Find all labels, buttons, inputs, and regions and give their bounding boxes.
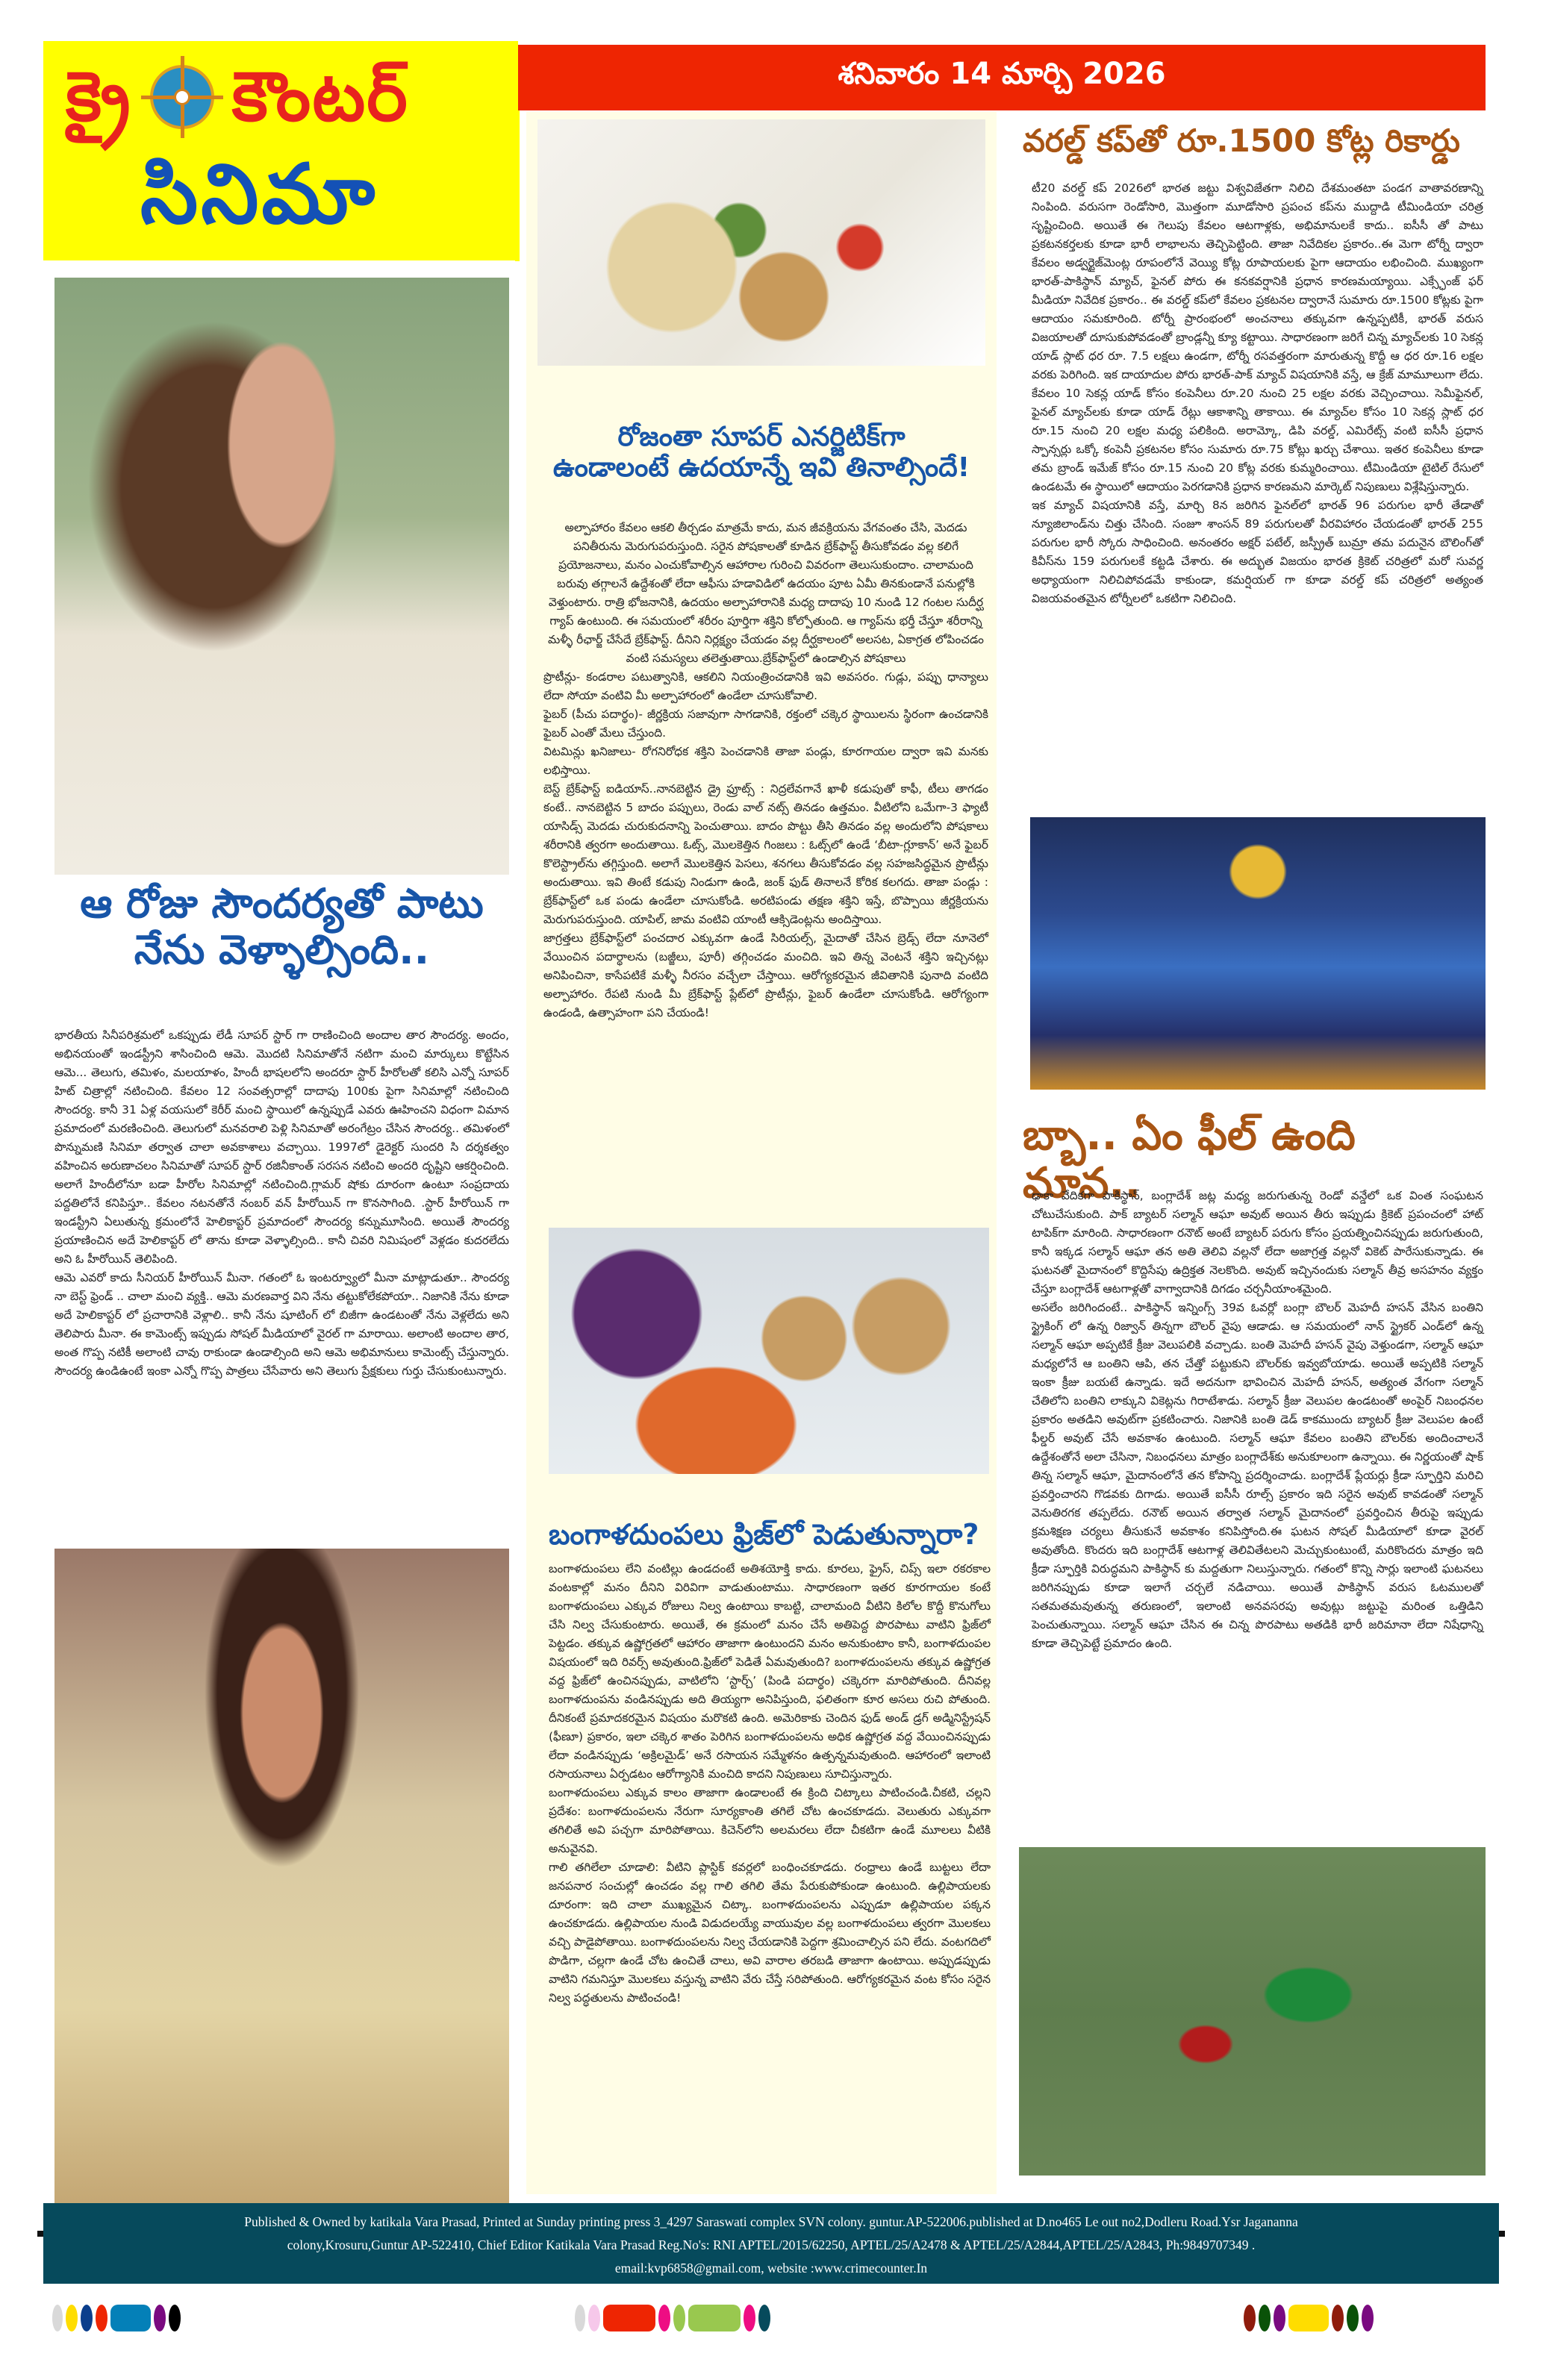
registration-mark [1362,2305,1374,2331]
registration-mark [744,2305,755,2331]
registration-mark [52,2305,63,2331]
headline-line: నేను వెళ్ళాల్సింది.. [134,926,430,974]
paragraph: బెస్ట్ బ్రేక్‌ఫాస్ట్ ఐడియాస్..నానబెట్టిన డ్రై ఫ్రూట్స్ : నిద్రలేవగానే ఖాళీ కడుపుతో కాఫీ, టీలు తాగడం కంటే.. నానబెట్టిన 5 బాదం పప్పులు, రెండు వాల్ నట్స్ తినడం ఉత్తమం. వీటిలోని ఒమేగా-3 ఫ్యాటీ యాసిడ్స్ మెదడు చురుకుదనాన్ని పెంచుతాయి. బాదం పొట్టు తీసి తినడం వల్ల అందులోని పోషకాలు శరీరానికి త్వరగా అందుతాయి. ఓట్స్, మొలకెత్తిన గింజలు : ఓట్స్‌లో ఉండే ‘బీటా-గ్లూకాన్’ అనే ఫైబర్ కొలెస్ట్రాల్‌ను తగ్గిస్తుంది. అలాగే మొలకెత్తిన పెసలు, శనగలు తీసుకోవడం వల్ల సహజసిద్ధమైన ప్రొటీన్లు అందుతాయి. ఇవి తింటే కడుపు నిండుగా ఉండి, జంక్ ఫుడ్ తినాలనే కోరిక కలగదు. తాజా పండ్లు : బ్రేక్‌ఫాస్ట్‌లో ఒక పండు ఉండేలా చూసుకోండి. అరటిపండు తక్షణ శక్తిని ఇస్తే, బొప్పాయి జీర్ణక్రియను మెరుగుపరుస్తుంది. యాపిల్, జామ వంటివి యాంటీ ఆక్సిడెంట్లను అందిస్తాయి. [543,782,988,926]
breakfast-bowl-photo [537,119,985,366]
meena-photo [54,1549,509,2205]
registration-mark [66,2305,78,2331]
date-banner: శనివారం 14 మార్చి 2026 [518,45,1486,110]
potato-headline: బంగాళదుంపలు ఫ్రిజ్‌లో పెడుతున్నారా? [549,1518,979,1551]
logo-word-right: కౌంటర్ [231,57,409,137]
headline-line: రోజంతా సూపర్ ఎనర్జిటిక్‌గా [617,422,905,452]
registration-mark [1259,2305,1271,2331]
world-cup-celebration-photo [1030,817,1486,1090]
registration-mark [1274,2305,1285,2331]
bangladesh-article-body [1032,1187,1483,1653]
registration-mark [575,2305,585,2331]
paragraph: బంగాళదుంపలు ఎక్కువ కాలం తాజాగా ఉండాలంటే ఈ క్రింది చిట్కాలు పాటించండి.చీకటి, చల్లని ప్రదేశం: బంగాళదుంపలను నేరుగా సూర్యకాంతి తగిలే చోట ఉంచకూడదు. వెలుతురు ఎక్కువగా తగిలితే అవి పచ్చగా మారిపోతాయి. కిచెన్‌లోని అలమరలు లేదా చీకటిగా ఉండే మూలలు వీటికి అనువైనవి. [549,1786,991,1855]
paragraph: ఢాకా వేదికగా పాకిస్థాన్, బంగ్లాదేశ్ జట్ల మధ్య జరుగుతున్న రెండో వన్డేలో ఒక వింత సంఘటన చోటుచేసుకుంది. పాక్ బ్యాటర్ సల్మాన్ ఆఘా అవుట్ అయిన తీరు ఇప్పుడు క్రికెట్ ప్రపంచంలో హాట్ టాపిక్‌గా మారింది. సాధారణంగా రనౌట్ అంటే బ్యాటర్ పరుగు కోసం ప్రయత్నించినప్పుడు జరుగుతుంది, కానీ ఇక్కడ సల్మాన్ ఆఘా తన అతి తెలివి వల్లనో లేదా అజాగ్రత్త వల్లనో వికెట్ పారేసుకున్నాడు. ఈ ఘటనతో మైదానంలో కొద్దిసేపు ఉద్రిక్తత నెలకొంది. అవుట్ ఇచ్చినందుకు సల్మాన్ తీవ్ర అసహనం వ్యక్తం చేస్తూ బంగ్లాదేశ్ ఆటగాళ్లతో వాగ్వాదానికి దిగడం చర్చనీయాంశమైంది. [1032,1189,1483,1296]
worldcup-headline: వరల్డ్ కప్‌తో రూ.1500 కోట్ల రికార్డు [1023,122,1460,159]
registration-mark [1347,2305,1359,2331]
paragraph: గాలి తగిలేలా చూడాలి: వీటిని ప్లాస్టిక్ కవర్లలో బంధించకూడదు. రంధ్రాలు ఉండే బుట్టలు లేదా జనపనార సంచుల్లో ఉంచడం వల్ల గాలి తగిలి తేమ పేరుకుపోకుండా ఉంటుంది. ఉల్లిపాయలకు దూరంగా: ఇది చాలా ముఖ్యమైన చిట్కా. బంగాళదుంపలను ఎప్పుడూ ఉల్లిపాయల పక్కన ఉంచకూడదు. ఉల్లిపాయల నుండి విడుదలయ్యే వాయువుల వల్ల బంగాళదుంపలు త్వరగా మొలకలు వచ్చి పాడైపోతాయి. బంగాళదుంపలను నిల్వ చేయడానికి పెద్దగా శ్రమించాల్సిన పని లేదు. వంటగదిలో పొడిగా, చల్లగా ఉండే చోట ఉంచితే చాలు, అవి వారాల తరబడి తాజాగా ఉంటాయి. అప్పుడప్పుడు వాటిని గమనిస్తూ మొలకలు వస్తున్న వాటిని వేరు చేస్తే సరిపోతుంది. ఆరోగ్యకరమైన వంట కోసం సరైన నిల్వ పద్ధతులను పాటించండి! [549,1861,991,2005]
soundarya-headline [54,881,509,973]
paragraph: భారతీయ సినీపరిశ్రమలో ఒకప్పుడు లేడీ సూపర్ స్టార్ గా రాణించింది అందాల తార సౌందర్య. అందం, అభినయంతో ఇండస్ట్రీని శాసించింది ఆమె. మొదటి సినిమాతోనే నటిగా మంచి మార్కులు కొట్టేసిన ఆమె... తెలుగు, తమిళం, మలయాళం, హిందీ భాషలలోని అందరూ స్టార్ హీరోలతో కలిసి ఎన్నో సూపర్ హిట్ చిత్రాల్లో నటించింది. కేవలం 12 సంవత్సరాల్లో దాదాపు 100కు పైగా సినిమాల్లో నటించింది సౌందర్య. కానీ 31 ఏళ్ల వయసులో కెరీర్ మంచి స్థాయిలో ఉన్నప్పుడే ఎవరు ఊహించని విధంగా విమాన ప్రమాదంలో మరణించింది. తెలుగులో మనవరాలి పెళ్లి సినిమాతో అరంగేట్రం చేసిన సౌందర్య.. తమిళంలో పొన్నుమణి సినిమా తర్వాత చాలా అవకాశాలు వచ్చాయి. 1997లో డైరెక్టర్ సుందరి సి దర్శకత్వం వహించిన అరుణాచలం సినిమాతో సూపర్ స్టార్ రజినీకాంత్ సరసన నటించి అందరి దృష్టిని ఆకర్షించింది. అలాగే హిందీలోనూ బడా హీరోల సినిమాల్లో నటించింది.గ్లామర్ షోకు దూరంగా ఉంటూ సంప్రదాయ పద్దతిలోనే కనిపిస్తూ.. కేవలం నటనతోనే నంబర్ వన్ హీరోయిన్ గా కొనసాగింది. .స్టార్ హీరోయిన్ గా ఇండస్ట్రీని ఏలుతున్న క్రమంలోనే హెలికాప్టర్ ప్రమాదంలో సౌందర్య కన్నుమూసింది. అయితే సౌందర్య ప్రయాణించిన అదే హెలికాప్టర్ లో తాను కూడా వెళ్ళాల్సింది.. కానీ చివరి నిమిషంలో వెళ్లడం కుదరలేదు అని ఓ హీరోయిన్ తెలిపింది. [54,1028,509,1266]
registration-mark [81,2305,93,2331]
breakfast-headline [537,422,985,484]
logo-word-left: క్రై [66,57,132,137]
registration-mark [1288,2305,1329,2331]
registration-mark [110,2305,151,2331]
logo-wordmark [66,52,409,142]
registration-mark [1332,2305,1344,2331]
headline-line: ఆ రోజు సౌందర్యతో పాటు [80,880,484,927]
registration-mark [169,2305,181,2331]
masthead-logo [43,41,518,260]
section-title: సినిమా [140,146,378,242]
paragraph: ఆమె ఎవరో కాదు సీనియర్ హీరోయిన్ మీనా. గతంలో ఓ ఇంటర్వ్యూలో మీనా మాట్లాడుతూ.. సౌందర్య నా బెస్ట్ ఫ్రెండ్ .. చాలా మంచి వ్యక్తి.. ఆమె మరణవార్త విని నేను తట్టుకోలేకపోయా.. నిజానికి నేను కూడా అదే హెలికాప్టర్ లో ప్రచారానికి వెళ్లాలి.. కానీ నేను షూటింగ్ లో బిజీగా ఉండటంతో నేను వెళ్లలేదు అని తెలిపారు మీనా. ఈ కామెంట్స్ ఇప్పుడు సోషల్ మీడియాలో వైరల్ గా మారాయి. అలాంటి అందాల తార, అంత గొప్ప నటికీ అలాంటి చావు రాకుండా ఉండాల్సింది అని ఆమె అభిమానులు కామెంట్స్ చేస్తున్నారు. సౌందర్య ఉండిఉంటే ఇంకా ఎన్నో గొప్ప పాత్రలు చేసేవారు అని తెలుగు ప్రేక్షకులు గుర్తు చేసుకుంటున్నారు. [54,1271,509,1378]
registration-mark [588,2305,600,2331]
paragraph: విటమిన్లు ఖనిజాలు- రోగనిరోధక శక్తిని పెంచడానికి తాజా పండ్లు, కూరగాయల ద్వారా ఇవి మనకు లభిస్తాయి. [543,745,988,777]
cricket-runout-photo [1019,1847,1486,2176]
soundarya-article-body [54,1026,509,1381]
breakfast-article-body [543,519,988,1022]
headline-line: ఉండాలంటే ఉదయాన్నే ఇవి తినాల్సిందే! [552,452,970,484]
bangladesh-headline: బ్బా.. ఏం ఫీల్ ఉంది మావ.. [1023,1111,1356,1208]
paragraph: బంగాళదుంపలు లేని వంటిల్లు ఉండదంటే అతిశయోక్తి కాదు. కూరలు, ఫ్రైస్, చిప్స్ ఇలా రకరకాల వంటకాల్లో మనం దీనిని విరివిగా వాడుతుంటాము. సాధారణంగా ఇతర కూరగాయల కంటే బంగాళదుంపలు ఎక్కువ రోజులు నిల్వ ఉంటాయి కాబట్టి, చాలామంది వీటిని కిలోల కొద్దీ కొనుగోలు చేసి నిల్వ చేసుకుంటారు. అయితే, ఈ క్రమంలో మనం చేసే అతిపెద్ద పొరపాటు వాటిని ఫ్రిజ్‌లో పెట్టడం. తక్కువ ఉష్ణోగ్రతలో ఆహారం తాజాగా ఉంటుందని మనం అనుకుంటాం కానీ, బంగాళదుంపల విషయంలో ఇది రివర్స్ అవుతుంది.ఫ్రిజ్‌లో పెడితే ఏమవుతుంది? బంగాళదుంపలను తక్కువ ఉష్ణోగ్రత వద్ద ఫ్రిజ్‌లో ఉంచినప్పుడు, వాటిలోని ‘స్టార్చ్’ (పిండి పదార్థం) చక్కెరగా మారిపోతుంది. దీనివల్ల బంగాళదుంపను వండినప్పుడు అది తియ్యగా అనిపిస్తుంది, ఫలితంగా కూర అసలు రుచి పోతుంది. దీనికంటే ప్రమాదకరమైన విషయం మరొకటి ఉంది. అమెరికాకు చెందిన ఫుడ్ అండ్ డ్రగ్ అడ్మినిస్ట్రేషన్ (ఫీణూ) ప్రకారం, ఇలా చక్కెర శాతం పెరిగిన బంగాళదుంపలను అధిక ఉష్ణోగ్రత వద్ద వేయించినప్పుడు లేదా వండినప్పుడు ‘అక్రిలమైడ్’ అనే రసాయన సమ్మేళనం ఉత్పన్నమవుతుంది. ఆహారంలో ఇలాంటి రసాయనాలు ఏర్పడటం ఆరోగ్యానికి మంచిది కాదని నిపుణులు సూచిస్తున్నారు. [549,1562,991,1781]
fridge-vegetables-photo [549,1228,989,1474]
imprint-footer [43,2203,1499,2284]
registration-mark [603,2305,655,2331]
imprint-line: Published & Owned by katikala Vara Prasad, Printed at Sunday printing press 3_4297 Saraswati complex SVN colony. guntur.AP-522006.published at D.no465 Le out no2,Dodleru Road.Ysr Jagananna [244,2214,1298,2229]
divider [1499,2231,1505,2237]
potato-article-body [549,1560,991,2008]
paragraph: ఇక మ్యాచ్ విషయానికి వస్తే, మార్చి 8న జరిగిన ఫైనల్‌లో భారత్ 96 పరుగుల భారీ తేడాతో న్యూజిలాండ్‌ను చిత్తు చేసింది. సంజూ శాంసన్ 89 పరుగులతో వీరవిహారం చేయడంతో భారత్ 255 పరుగుల భారీ స్కోరు సాధించింది. అనంతరం అక్షర్ పటేల్, జస్ప్రీత్ బుమ్రా తమ పదునైన బౌలింగ్‌తో కివీస్‌ను 159 పరుగులకే కట్టడి చేశారు. ఈ అద్భుత విజయం భారత క్రికెట్ చరిత్రలో మరో సువర్ణ అధ్యాయంగా నిలిచిపోవడమే కాకుండా, కమర్షియల్ గా కూడా వరల్డ్ కప్ చరిత్రలో అత్యంత విజయవంతమైన టోర్నీలలో ఒకటిగా నిలిచింది. [1032,499,1483,605]
paragraph: అసలేం జరిగిందంటే.. పాకిస్థాన్ ఇన్నింగ్స్ 39వ ఓవర్లో బంగ్లా బౌలర్ మెహదీ హసన్ వేసిన బంతిని స్ట్రైకింగ్ లో ఉన్న రిజ్వాన్ తిన్నగా బౌలర్ వైపు ఆడాడు. ఆ సమయంలో నాన్ స్ట్రైకర్ ఎండ్‌లో ఉన్న సల్మాన్ ఆఘా అప్పటికే క్రీజు వెలుపలికి వచ్చాడు. బంతి మెహదీ హసన్ వైపు వెళ్తుండగా, సల్మాన్ ఆఘా మధ్యలోనే ఆ బంతిని ఆపి, తన చేత్తో పట్టుకుని బౌలర్‌కు ఇవ్వబోయాడు. అయితే అప్పటికి సల్మాన్ ఇంకా క్రీజు బయటే ఉన్నాడు. ఇదే అదనుగా భావించిన మెహదీ హసన్, అత్యంత వేగంగా సల్మాన్ చేతిలోని బంతిని లాక్కుని వికెట్లను గిరాటేశాడు. సల్మాన్ క్రీజు వెలుపల ఉండటంతో అంపైర్ నిబంధనల ప్రకారం అతడిని అవుట్‌గా ప్రకటించారు. నిజానికి బంతి డెడ్ కాకముందు బ్యాటర్ క్రీజు వెలుపల ఉంటే ఫీల్డర్ అవుట్ చేసే అవకాశం ఉంటుంది. సల్మాన్ ఆఘా కేవలం బంతిని బౌలర్‌కు అందించాలనే ఉద్దేశంతోనే అలా చేసినా, నిబంధనలు మాత్రం బంగ్లాదేశ్‌కు అనుకూలంగా ఉన్నాయి. ఈ నిర్ణయంతో షాక్ తిన్న సల్మాన్ ఆఘా, మైదానంలోనే తన కోపాన్ని ప్రదర్శించాడు. బంగ్లాదేశ్ ప్లేయర్లు క్రీడా స్ఫూర్తిని మరిచి ప్రవర్తించారని గొడవకు దిగాడు. అయితే ఐసీసీ రూల్స్ ప్రకారం ఇది సరైన అవుట్ కావడంతో సల్మాన్ వెనుతిరగక తప్పలేదు. రనౌట్ అయిన తర్వాత సల్మాన్ మైదానంలో ప్రవర్తించిన తీరుపై ఇప్పుడు క్రమశిక్షణ చర్యలు తీసుకునే అవకాశం కనిపిస్తోంది.ఈ ఘటన సోషల్ మీడియాలో కూడా వైరల్ అవుతోంది. కొందరు ఇది బంగ్లాదేశ్ ఆటగాళ్ల తెలివితేటలని మెచ్చుకుంటుంటే, మరికొందరు మాత్రం ఇది క్రీడా స్ఫూర్తికి విరుద్ధమని పాకిస్థాన్ కు మద్దతుగా నిలుస్తున్నారు. గతంలో కొన్ని సార్లు ఇలాంటి ఘటనలు జరిగినప్పుడు కూడా ఇలాగే చర్చలే నడిచాయి. అయితే పాకిస్థాన్ వరుస ఓటములతో సతమతమవుతున్న తరుణంలో, ఇలాంటి అనవసరపు అవుట్లు జట్టుపై మరింత ఒత్తిడిని పెంచుతున్నాయి. సల్మాన్ ఆఘా చేసిన ఈ చిన్న పొరపాటు అతడికి భారీ జరిమానా లేదా నిషేధాన్ని కూడా తెచ్చిపెట్టే ప్రమాదం ఉంది. [1032,1301,1483,1650]
crosshair-globe-icon [141,56,223,138]
divider [37,2231,43,2237]
imprint-line: email:kvp6858@gmail.com, website :www.crimecounter.In [614,2261,928,2276]
paragraph: ఫైబర్ (పీచు పదార్థం)- జీర్ణక్రియ సజావుగా సాగడానికి, రక్తంలో చక్కెర స్థాయిలను స్థిరంగా ఉంచడానికి ఫైబర్ ఎంతో మేలు చేస్తుంది. [543,708,988,740]
soundarya-article-photo [54,278,509,875]
registration-mark [758,2305,770,2331]
worldcup-article-body [1032,179,1483,608]
paragraph: అల్పాహారం కేవలం ఆకలి తీర్చడం మాత్రమే కాదు, మన జీవక్రియను వేగవంతం చేసి, మెదడు పనితీరును మెరుగుపరుస్తుంది. సరైన పోషకాలతో కూడిన బ్రేక్‌ఫాస్ట్ తీసుకోవడం వల్ల కలిగే ప్రయోజనాలు, మనం ఎంచుకోవాల్సిన ఆహారాల గురించి వివరంగా తెలుసుకుందాం. చాలామంది బరువు తగ్గాలనే ఉద్దేశంతో లేదా ఆఫీసు హడావిడిలో ఉదయం పూట ఏమీ తినకుండానే పనుల్లోకి వెళ్తుంటారు. రాత్రి భోజనానికి, ఉదయం అల్పాహారానికి మధ్య దాదాపు 10 నుండి 12 గంటల సుదీర్ఘ గ్యాప్ ఉంటుంది. ఈ సమయంలో శరీరం పూర్తిగా శక్తిని కోల్పోతుంది. ఆ గ్యాప్‌ను భర్తీ చేస్తూ శరీరాన్ని మళ్ళీ రీఛార్జ్ చేసేదే బ్రేక్‌ఫాస్ట్. దీనిని నిర్లక్ష్యం చేయడం వల్ల దీర్ఘకాలంలో అలసట, ఏకాగ్రత లోపించడం వంటి సమస్యలు తలెత్తుతాయి.బ్రేక్‌ఫాస్ట్‌లో ఉండాల్సిన పోషకాలు [548,521,984,665]
registration-mark [96,2305,107,2331]
registration-mark [154,2305,166,2331]
registration-mark [688,2305,741,2331]
paragraph: జాగ్రత్తలు బ్రేక్‌ఫాస్ట్‌లో పంచదార ఎక్కువగా ఉండే సిరియల్స్, మైదాతో చేసిన బ్రెడ్స్ లేదా నూనెలో వేయించిన పదార్థాలను (బజ్జీలు, పూరీ) తగ్గించడం మంచిది. ఇవి తిన్న వెంటనే శక్తిని ఇచ్చినట్లు అనిపించినా, కాసేపటికే మళ్ళీ నీరసం వచ్చేలా చేస్తాయి. ఆరోగ్యకరమైన జీవితానికి పునాది వంటిది అల్పాహారం. రేపటి నుండి మీ బ్రేక్‌ఫాస్ట్ ప్లేట్‌లో ప్రొటీన్లు, ఫైబర్ ఉండేలా చూసుకోండి. ఆరోగ్యంగా ఉండండి, ఉత్సాహంగా పని చేయండి! [543,931,988,1019]
paragraph: టీ20 వరల్డ్ కప్ 2026లో భారత జట్టు విశ్వవిజేతగా నిలిచి దేశమంతటా పండగ వాతావరణాన్ని నింపింది. వరుసగా రెండోసారి, మొత్తంగా మూడోసారి ప్రపంచ కప్‌ను ముద్దాడి టీమిండియా చరిత్ర సృష్టించింది. అయితే ఈ గెలుపు కేవలం ఆటగాళ్లకు, అభిమానులకే కాదు.. ఐసీసీ తో పాటు ప్రకటనకర్తలకు కూడా భారీ లాభాలను తెచ్చిపెట్టింది. తాజా నివేదికల ప్రకారం..ఈ మెగా టోర్నీ ద్వారా కేవలం అడ్వర్టైజ్‌మెంట్ల రూపంలోనే వెయ్యి కోట్ల రూపాయలకు పైగా ఆదాయం లభించింది. ముఖ్యంగా భారత్-పాకిస్థాన్ మ్యాచ్, ఫైనల్ పోరు ఈ కనకవర్షానికి ప్రధాన కారణమయ్యాయి. ఎక్స్ఛేంజ్ ఫర్ మీడియా నివేదిక ప్రకారం.. ఈ వరల్డ్ కప్‌లో కేవలం ప్రకటనల ద్వారానే సుమారు రూ.1500 కోట్లకు పైగా ఆదాయం సమకూరింది. టోర్నీ ప్రారంభంలో అంచనాలు తక్కువగా ఉన్నప్పటికీ, భారత్ వరుస విజయాలతో దూసుకుపోవడంతో బ్రాండ్లన్నీ క్యూ కట్టాయి. సాధారణంగా జరిగే చిన్న మ్యాచ్‌లకు 10 సెకన్ల యాడ్ స్లాట్ ధర రూ. 7.5 లక్షలు ఉండగా, టోర్నీ రసవత్తరంగా మారుతున్న కొద్దీ ఆ ధర రూ.16 లక్షల వరకు పెరిగింది. ఇక దాయాదుల పోరు భారత్-పాక్ మ్యాచ్ విషయానికి వస్తే, ఆ క్రేజ్ మామూలుగా లేదు. కేవలం 10 సెకన్ల యాడ్ కోసం కంపెనీలు రూ.20 నుంచి 25 లక్షల వరకు వెచ్చించాయి. సెమీఫైనల్, ఫైనల్ మ్యాచ్‌లకు కూడా యాడ్ రేట్లు ఆకాశాన్ని తాకాయి. ఈ మ్యాచ్‌ల కోసం 10 సెకన్ల స్లాట్ ధర రూ.15 నుంచి 20 లక్షల మధ్య పలికింది. అరామ్కో, డిపి వరల్డ్, ఎమిరేట్స్ వంటి ఐసీసీ ప్రధాన స్పాన్సర్లు ఒక్కో కంపెనీ ప్రకటనల కోసం సుమారు రూ.75 కోట్లు ఖర్చు చేశాయి. ఇతర కంపెనీలు కూడా తమ బ్రాండ్ ఇమేజ్ కోసం రూ.15 నుంచి 20 కోట్ల వరకు కుమ్మరించాయి. టీమిండియా టైటిల్ రేసులో ఉండటమే ఈ స్థాయిలో ఆదాయం పెరగడానికి ప్రధాన కారణమని మార్కెట్ నిపుణులు విశ్లేషిస్తున్నారు. [1032,181,1483,493]
paragraph: ప్రొటీన్లు- కండరాల పటుత్వానికి, ఆకలిని నియంత్రించడానికి ఇవి అవసరం. గుడ్లు, పప్పు ధాన్యాలు లేదా సోయా వంటివి మీ అల్పాహారంలో ఉండేలా చూసుకోవాలి. [543,670,988,702]
registration-mark [658,2305,670,2331]
imprint-line: colony,Krosuru,Guntur AP-522410, Chief Editor Katikala Vara Prasad Reg.No's: RNI APTEL/2015/62250, APTEL/25/A2478 & APTEL/25/A2844,APTEL/25/A2843, Ph:9849707349 . [287,2237,1256,2252]
registration-mark [673,2305,685,2331]
registration-mark [1244,2305,1256,2331]
